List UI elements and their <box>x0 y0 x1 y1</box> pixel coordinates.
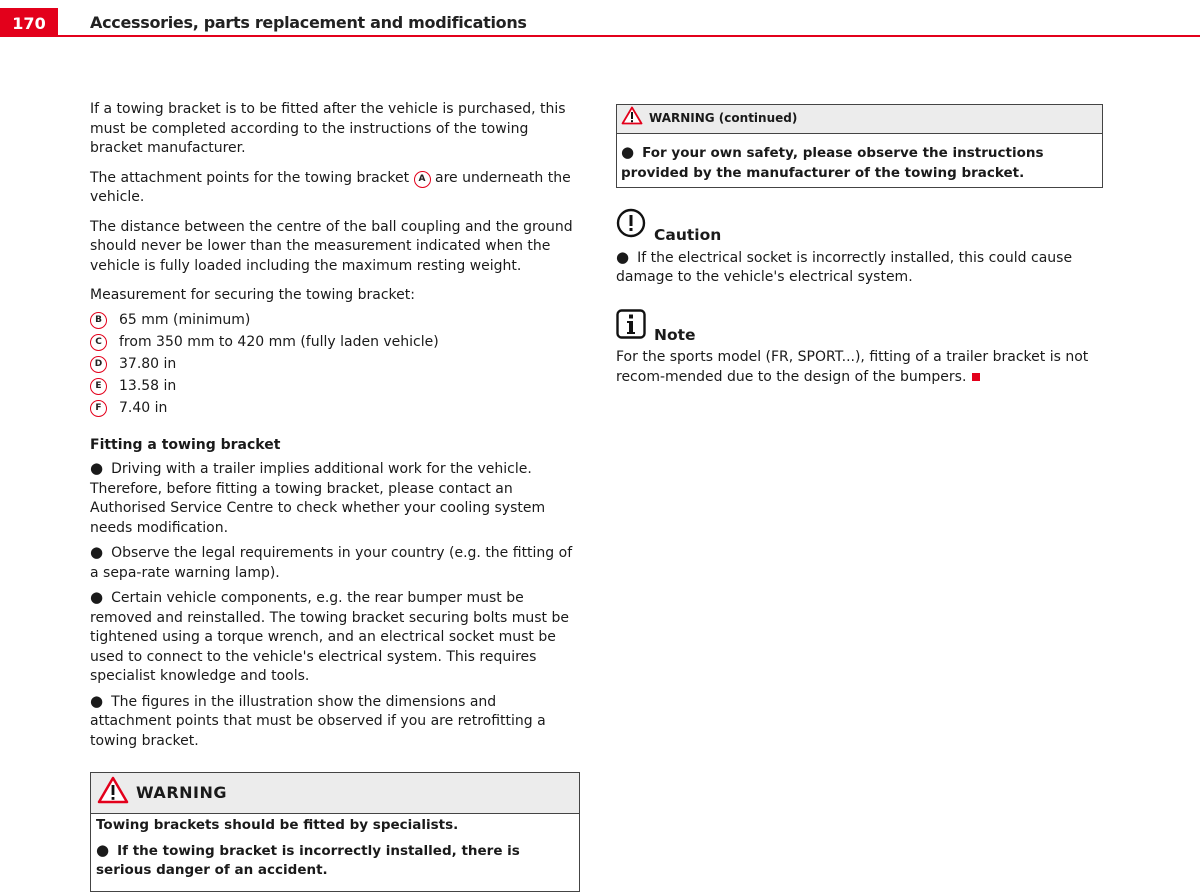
attachment-paragraph: The attachment points for the towing bracket A are underneath the vehicle. <box>90 169 571 205</box>
caution-text: ● If the electrical socket is incorrectly installed, this could cause damage to the vehicle's electrical system. <box>616 247 1073 285</box>
bullet-item: ● Driving with a trailer implies additional work for the vehicle. Therefore, before fitting a towing bracket, please contact an Authorised Service Centre to check whether your cooling system needs modification. <box>90 459 546 536</box>
measurement-item: B 65 mm (minimum) <box>90 310 580 332</box>
left-column <box>90 100 580 892</box>
bullet-dot-icon: ● <box>90 459 104 477</box>
bullet-dot-icon: ● <box>616 247 630 266</box>
intro-paragraph: If a towing bracket is to be fitted after the vehicle is purchased, this must be completed according to the instructions of the towing bracket manufacturer. <box>90 101 566 156</box>
fitting-heading: Fitting a towing bracket <box>90 436 281 453</box>
warning-triangle-icon <box>97 776 129 811</box>
bullet-item: ● Observe the legal requirements in your country (e.g. the fitting of a sepa-rate warning lamp). <box>90 543 573 581</box>
measurement-item: D 37.80 in <box>90 354 580 376</box>
measurement-intro: Measurement for securing the towing bracket: <box>90 287 415 303</box>
measurement-item: E 13.58 in <box>90 376 580 398</box>
measurement-item: F 7.40 in <box>90 398 580 420</box>
warning-triangle-icon <box>621 106 643 132</box>
bullet-dot-icon: ● <box>96 840 110 859</box>
bullet-dot-icon: ● <box>621 143 635 161</box>
marker-e: E <box>90 378 107 395</box>
caution-header <box>616 208 1103 245</box>
header-rule <box>58 35 1200 37</box>
marker-c: C <box>90 334 107 351</box>
bullet-item: ● Certain vehicle components, e.g. the rear bumper must be removed and reinstalled. The towing bracket securing bolts must be tightened using a torque wrench, and an electrical socket must be used to connect to the vehicle's electrical system. This requires specialist knowledge and tools. <box>90 588 569 684</box>
warning-continued-header <box>617 105 1102 134</box>
page-header <box>0 0 1200 40</box>
warning-body: Towing brackets should be fitted by specialists. ● If the towing bracket is incorrectly installed, there is serious danger of an accident. <box>96 817 520 878</box>
bullet-dot-icon: ● <box>90 588 104 606</box>
right-column <box>616 104 1103 387</box>
chapter-title: Accessories, parts replacement and modifications <box>90 13 527 32</box>
marker-b: B <box>90 312 107 329</box>
end-square-icon <box>972 373 980 381</box>
caution-title: Caution <box>654 225 722 244</box>
bullet-item: ● The figures in the illustration show the dimensions and attachment points that must be observed if you are retrofitting a towing bracket. <box>90 691 546 749</box>
distance-paragraph: The distance between the centre of the ball coupling and the ground should never be lower than the measurement indicated when the vehicle is fully loaded including the maximum resting weight. <box>90 218 573 274</box>
note-info-icon <box>616 309 646 346</box>
measurement-item: C from 350 mm to 420 mm (fully laden vehicle) <box>90 332 580 354</box>
bullet-dot-icon: ● <box>90 543 104 561</box>
note-text: For the sports model (FR, SPORT...), fitting of a trailer bracket is not recom-mended due to the design of the bumpers. <box>616 349 1089 385</box>
warning-title: WARNING <box>136 783 227 803</box>
marker-a: A <box>414 171 431 188</box>
warning-continued-box <box>616 104 1103 188</box>
caution-exclamation-icon <box>616 208 646 245</box>
warning-continued-body: ● For your own safety, please observe the instructions provided by the manufacturer of the towing bracket. <box>621 143 1044 181</box>
measurement-list <box>90 310 580 420</box>
warning-continued-title: WARNING (continued) <box>649 111 798 126</box>
note-header <box>616 309 1103 346</box>
page-number: 170 <box>0 8 58 37</box>
note-title: Note <box>654 326 696 344</box>
marker-d: D <box>90 356 107 373</box>
warning-box <box>90 772 580 892</box>
warning-header <box>91 773 579 814</box>
bullet-dot-icon: ● <box>90 691 104 710</box>
marker-f: F <box>90 400 107 417</box>
